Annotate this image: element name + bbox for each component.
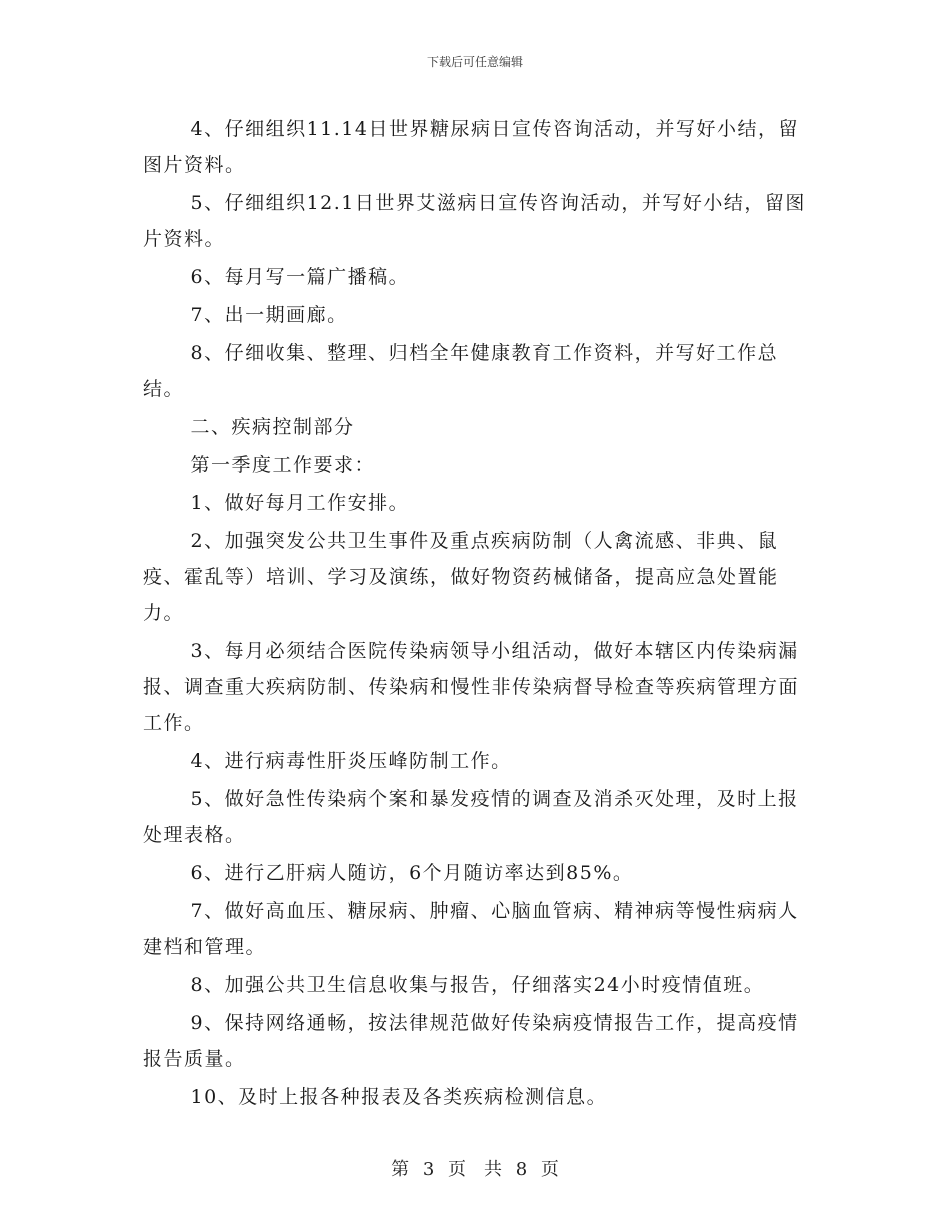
page-footer (0, 1155, 950, 1181)
subsection-heading: 第一季度工作要求： (190, 454, 376, 476)
paragraph: 3、每月必须结合医院传染病领导小组活动，做好本辖区内传染病漏报、调查重大疾病防制、传染病和慢性非传染病督导检查等疾病管理方面工作。 (143, 640, 800, 734)
paragraph: 6、每月写一篇广播稿。 (190, 266, 410, 288)
page-label-prefix: 第 (391, 1159, 410, 1180)
paragraph: 4、进行病毒性肝炎压峰防制工作。 (190, 750, 512, 772)
page-label-suffix: 页 (540, 1159, 559, 1180)
section-heading: 二、疾病控制部分 (190, 416, 355, 438)
paragraph: 7、做好高血压、糖尿病、肿瘤、心脑血管病、精神病等慢性病病人 建档和管理。 (143, 900, 820, 958)
paragraph: 9、保持网络通畅，按法律规范做好传染病疫情报告工作，提高疫情报告质量。 (143, 1012, 799, 1070)
page-label-mid: 页 共 (448, 1159, 502, 1180)
paragraph: 10、及时上报各种报表及各类疾病检测信息。 (190, 1086, 608, 1108)
paragraph: 5、仔细组织12.1日世界艾滋病日宣传咨询活动，并写好小结，留图片资料。 (143, 192, 806, 250)
paragraph: 8、仔细收集、整理、归档全年健康教育工作资料，并写好工作总结。 (143, 342, 779, 400)
page-header: 下载后可任意编辑 (426, 55, 523, 69)
paragraph: 7、出一期画廊。 (190, 304, 348, 326)
paragraph: 1、做好每月工作安排。 (190, 492, 410, 514)
total-pages-number: 8 (515, 1159, 528, 1180)
document-body (143, 111, 820, 1115)
paragraph: 8、加强公共卫生信息收集与报告，仔细落实24小时疫情值班。 (190, 974, 765, 996)
paragraph: 5、做好急性传染病个案和暴发疫情的调查及消杀灭处理，及时上报处理表格。 (143, 788, 799, 846)
current-page-number: 3 (422, 1159, 435, 1180)
paragraph: 4、仔细组织11.14日世界糖尿病日宣传咨询活动，并写好小结，留图片资料。 (143, 118, 799, 176)
paragraph: 6、进行乙肝病人随访，6个月随访率达到85%。 (190, 862, 634, 884)
paragraph: 2、加强突发公共卫生事件及重点疾病防制（人禽流感、非典、鼠疫、霍乱等）培训、学习及演练，做好物资药械储备，提高应急处置能力。 (143, 530, 779, 624)
